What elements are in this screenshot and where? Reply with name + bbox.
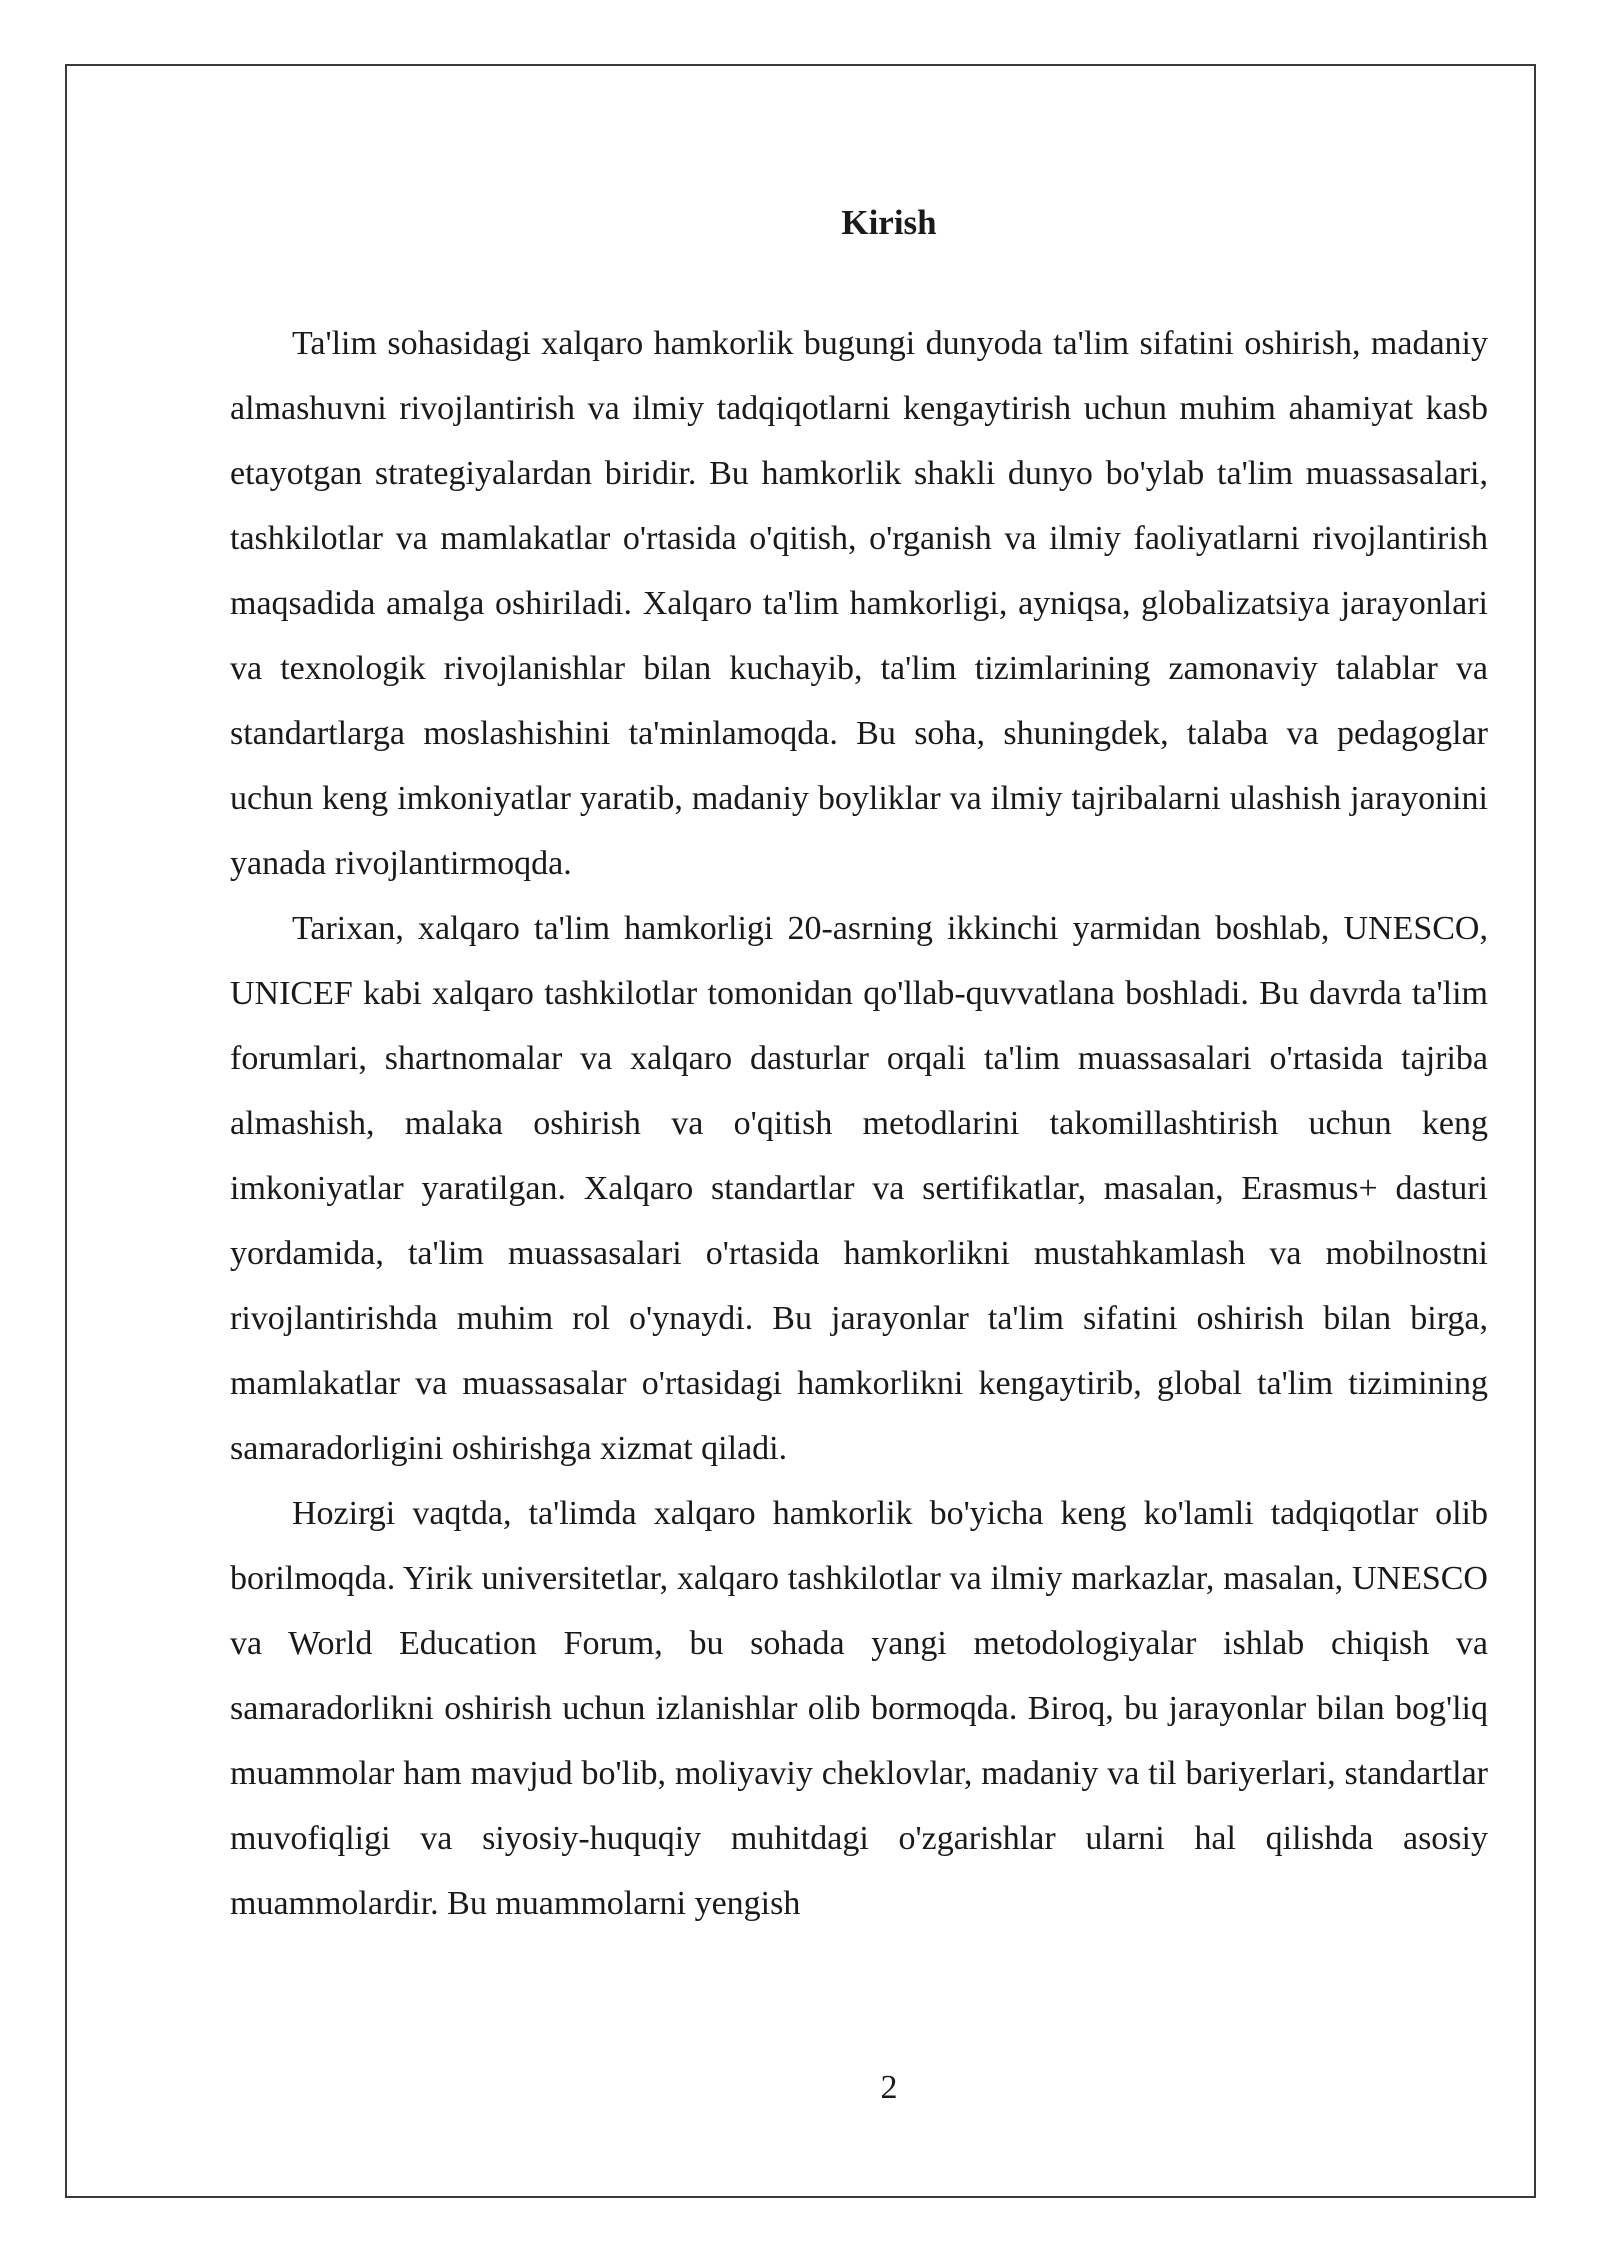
page-title: Kirish	[841, 203, 937, 242]
document-body	[230, 311, 1488, 1936]
paragraph-3: Hozirgi vaqtda, ta'limda xalqaro hamkorlik bo'yicha keng ko'lamli tadqiqotlar olib borilmoqda. Yirik universitetlar, xalqaro tashkilotlar va ilmiy markazlar, masalan, UNESCO va World Education Forum, bu sohada yangi metodologiyalar ishlab chiqish va samaradorlikni oshirish uchun izlanishlar olib bormoqda. Biroq, bu jarayonlar bilan bog'liq muammolar ham mavjud bo'lib, moliyaviy cheklovlar, madaniy va til bariyerlari, standartlar muvofiqligi va siyosiy-huquqiy muhitdagi o'zgarishlar ularni hal qilishda asosiy muammolardir. Bu muammolarni yengish	[230, 1495, 1488, 1922]
paragraph-1: Ta'lim sohasidagi xalqaro hamkorlik bugungi dunyoda ta'lim sifatini oshirish, madaniy almashuvni rivojlantirish va ilmiy tadqiqotlarni kengaytirish uchun muhim ahamiyat kasb etayotgan strategiyalardan biridir. Bu hamkorlik shakli dunyo bo'ylab ta'lim muassasalari, tashkilotlar va mamlakatlar o'rtasida o'qitish, o'rganish va ilmiy faoliyatlarni rivojlantirish maqsadida amalga oshiriladi. Xalqaro ta'lim hamkorligi, ayniqsa, globalizatsiya jarayonlari va texnologik rivojlanishlar bilan kuchayib, ta'lim tizimlarining zamonaviy talablar va standartlarga moslashishini ta'minlamoqda. Bu soha, shuningdek, talaba va pedagoglar uchun keng imkoniyatlar yaratib, madaniy boyliklar va ilmiy tajribalarni ulashish jarayonini yanada rivojlantirmoqda.	[230, 325, 1488, 882]
paragraph-2: Tarixan, xalqaro ta'lim hamkorligi 20-asrning ikkinchi yarmidan boshlab, UNESCO, UNICEF kabi xalqaro tashkilotlar tomonidan qo'llab-quvvatlana boshladi. Bu davrda ta'lim forumlari, shartnomalar va xalqaro dasturlar orqali ta'lim muassasalari o'rtasida tajriba almashish, malaka oshirish va o'qitish metodlarini takomillashtirish uchun keng imkoniyatlar yaratilgan. Xalqaro standartlar va sertifikatlar, masalan, Erasmus+ dasturi yordamida, ta'lim muassasalari o'rtasida hamkorlikni mustahkamlash va mobilnostni rivojlantirishda muhim rol o'ynaydi. Bu jarayonlar ta'lim sifatini oshirish bilan birga, mamlakatlar va muassasalar o'rtasidagi hamkorlikni kengaytirib, global ta'lim tizimining samaradorligini oshirishga xizmat qiladi.	[230, 910, 1488, 1467]
page-number: 2	[880, 2069, 898, 2106]
